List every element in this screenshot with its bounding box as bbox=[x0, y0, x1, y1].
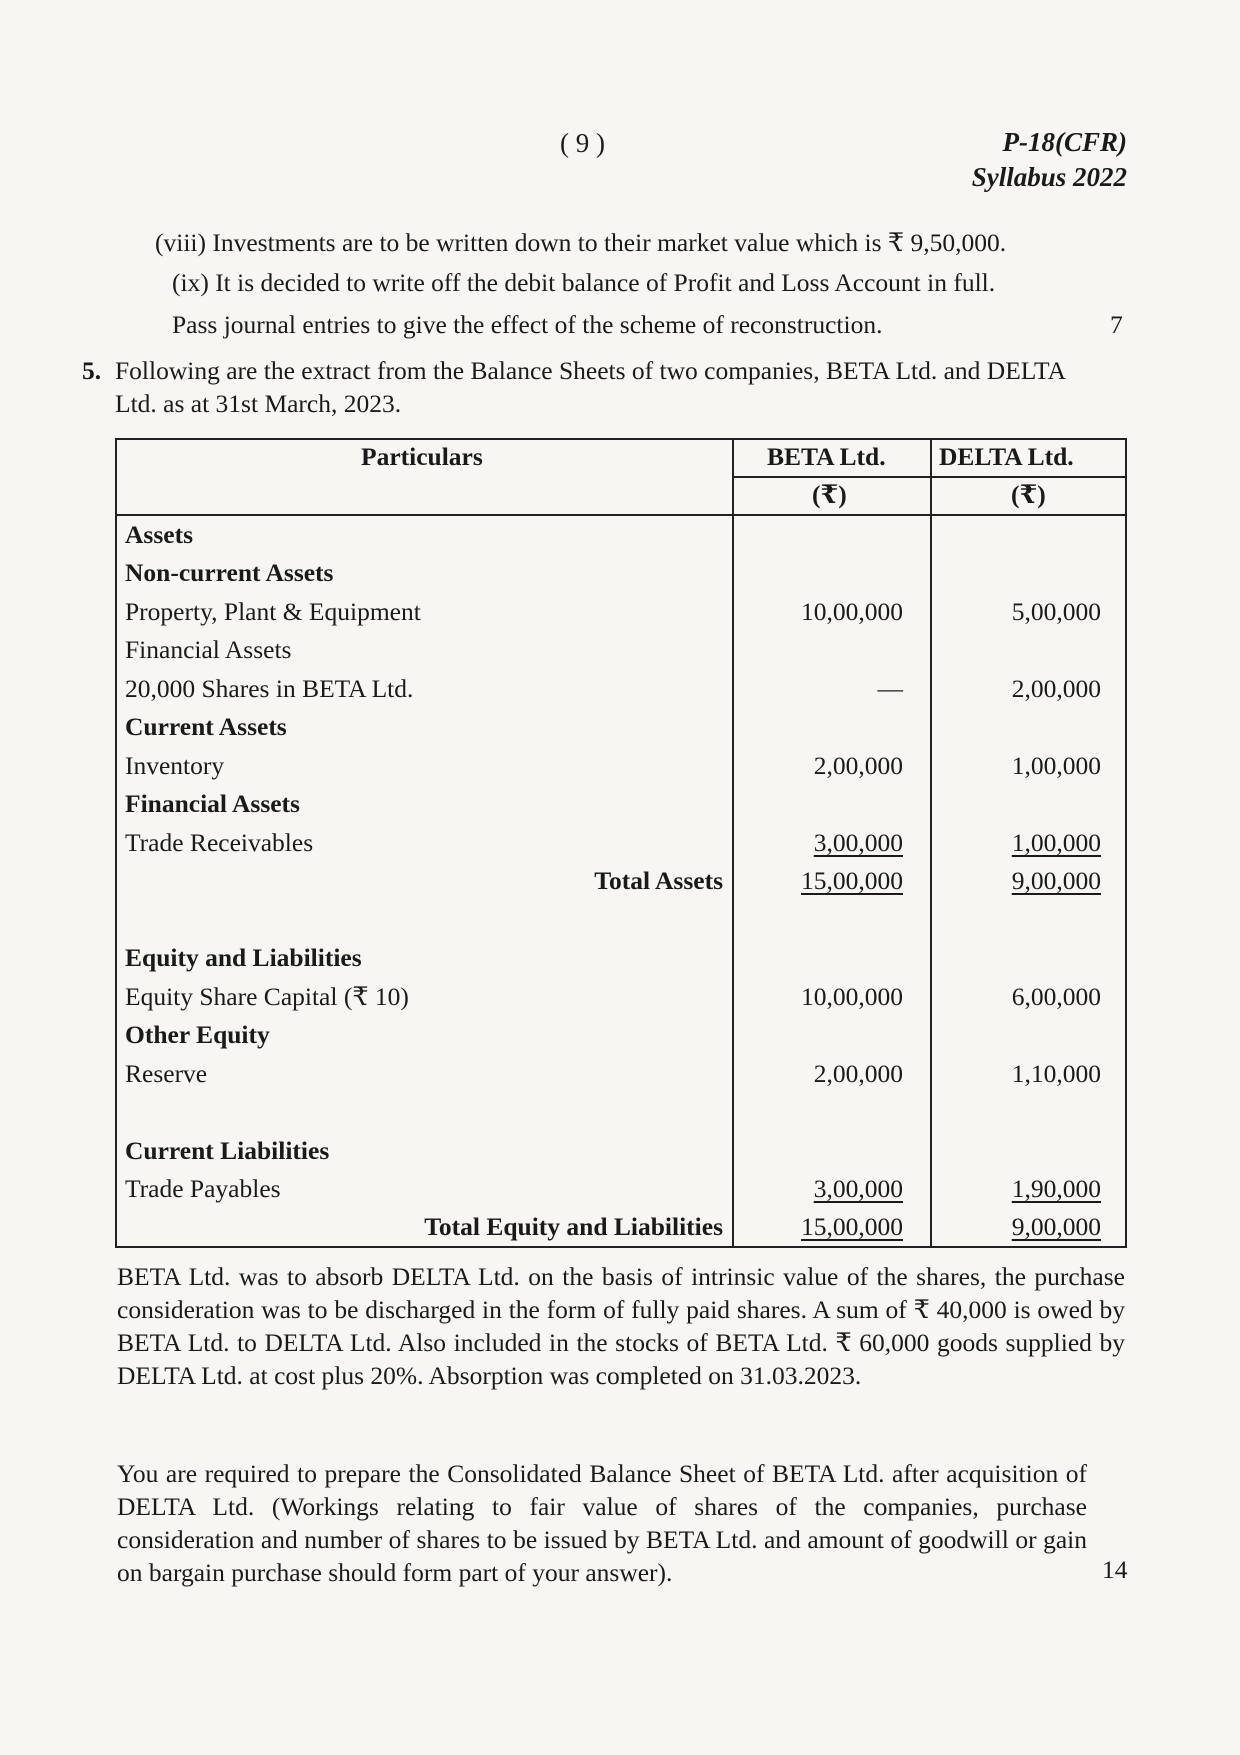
q5-marks: 14 bbox=[1102, 1555, 1128, 1584]
q4-instruction: Pass journal entries to give the effect of the scheme of reconstruction. bbox=[172, 310, 883, 339]
item-viii: (viii) Investments are to be written down to their market value which is ₹ 9,50,000. bbox=[155, 228, 1007, 257]
row-inventory-label: Inventory bbox=[125, 751, 225, 780]
section-assets: Assets bbox=[125, 520, 193, 549]
row-shares-beta: — bbox=[877, 674, 903, 703]
row-reserve-delta: 1,10,000 bbox=[1011, 1059, 1101, 1088]
paper-code: P-18(CFR) bbox=[1002, 127, 1127, 157]
row-trade-payables-label: Trade Payables bbox=[125, 1174, 281, 1203]
currency-delta: (₹) bbox=[1011, 480, 1046, 509]
row-ppe-label: Property, Plant & Equipment bbox=[125, 597, 421, 626]
total-eq-liab-delta: 9,00,000 bbox=[1011, 1212, 1101, 1241]
section-non-current-assets: Non-current Assets bbox=[125, 558, 334, 587]
head-beta: BETA Ltd. bbox=[767, 442, 886, 471]
row-reserve-beta: 2,00,000 bbox=[813, 1059, 903, 1088]
row-trade-receivables-delta: 1,00,000 bbox=[1011, 828, 1101, 857]
item-ix: (ix) It is decided to write off the debit balance of Profit and Loss Account in full. bbox=[172, 268, 996, 297]
head-particulars: Particulars bbox=[361, 442, 483, 471]
section-current-liabilities: Current Liabilities bbox=[125, 1136, 330, 1165]
row-financial-assets-label: Financial Assets bbox=[125, 635, 292, 664]
q5-para1: BETA Ltd. was to absorb DELTA Ltd. on the basis of intrinsic value of the shares, the purchase consideration was to be discharged in the form of fully paid shares. A sum of ₹ 40,000 is owed by BETA Ltd. to DELTA Ltd. Also included in the stocks of BETA Ltd. ₹ 60,000 goods supplied by DELTA Ltd. at cost plus 20%. Absorption was completed on 31.03.2023. bbox=[117, 1262, 1125, 1390]
row-trade-receivables-beta: 3,00,000 bbox=[813, 828, 903, 857]
total-eq-liab-beta: 15,00,000 bbox=[801, 1212, 903, 1241]
head-delta: DELTA Ltd. bbox=[939, 442, 1074, 471]
q5-intro-line2: Ltd. as at 31st March, 2023. bbox=[115, 389, 402, 418]
total-assets-beta: 15,00,000 bbox=[801, 866, 903, 895]
row-trade-receivables-label: Trade Receivables bbox=[125, 828, 314, 857]
row-ppe-beta: 10,00,000 bbox=[801, 597, 903, 626]
row-ppe-delta: 5,00,000 bbox=[1011, 597, 1101, 626]
section-current-assets: Current Assets bbox=[125, 712, 287, 741]
total-assets-delta: 9,00,000 bbox=[1011, 866, 1101, 895]
row-shares-delta: 2,00,000 bbox=[1011, 674, 1101, 703]
section-other-equity: Other Equity bbox=[125, 1020, 270, 1049]
q4-marks: 7 bbox=[1110, 310, 1123, 339]
row-esc-beta: 10,00,000 bbox=[801, 982, 903, 1011]
row-esc-label: Equity Share Capital (₹ 10) bbox=[125, 982, 409, 1011]
q5-para2: You are required to prepare the Consolidated Balance Sheet of BETA Ltd. after acquisition of DELTA Ltd. (Workings relating to fair value of shares of the companies, purchase consideration and number of shares to be issued by BETA Ltd. and amount of goodwill or gain on bargain purchase should form part of your answer). bbox=[117, 1459, 1087, 1587]
total-assets-label: Total Assets bbox=[594, 866, 723, 895]
row-inventory-delta: 1,00,000 bbox=[1011, 751, 1101, 780]
row-inventory-beta: 2,00,000 bbox=[813, 751, 903, 780]
q5-intro-line1: Following are the extract from the Balance Sheets of two companies, BETA Ltd. and DELTA bbox=[115, 356, 1066, 385]
row-trade-payables-delta: 1,90,000 bbox=[1011, 1174, 1101, 1203]
row-shares-label: 20,000 Shares in BETA Ltd. bbox=[125, 674, 414, 703]
section-financial-assets: Financial Assets bbox=[125, 789, 300, 818]
total-eq-liab-label: Total Equity and Liabilities bbox=[424, 1212, 723, 1241]
row-esc-delta: 6,00,000 bbox=[1011, 982, 1101, 1011]
balance-sheet-table bbox=[115, 438, 1127, 1248]
currency-beta: (₹) bbox=[812, 480, 847, 509]
syllabus-label: Syllabus 2022 bbox=[971, 162, 1127, 192]
question-number: 5. bbox=[82, 356, 102, 385]
section-equity-liabilities: Equity and Liabilities bbox=[125, 943, 362, 972]
page-number: ( 9 ) bbox=[560, 128, 605, 158]
row-trade-payables-beta: 3,00,000 bbox=[813, 1174, 903, 1203]
row-reserve-label: Reserve bbox=[125, 1059, 208, 1088]
